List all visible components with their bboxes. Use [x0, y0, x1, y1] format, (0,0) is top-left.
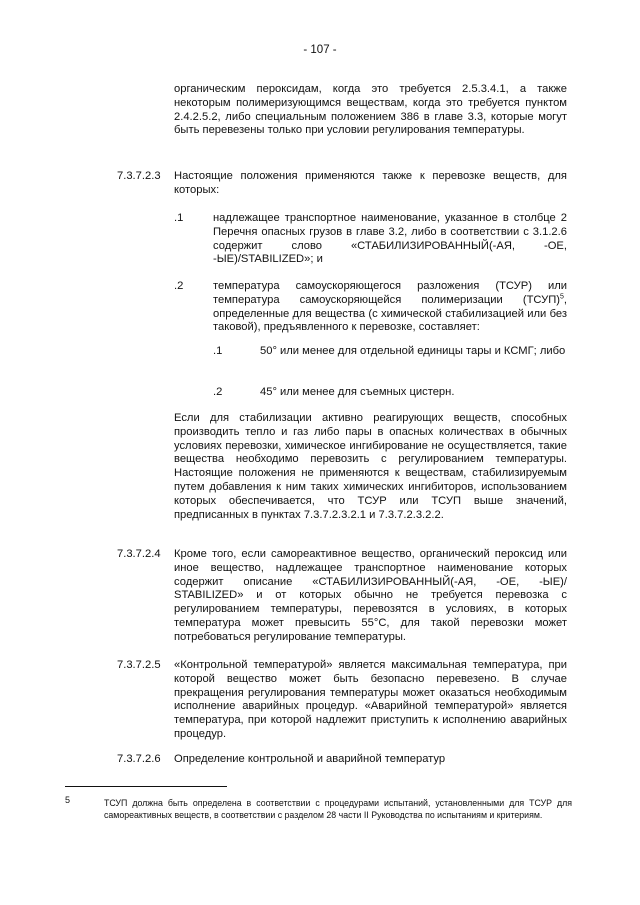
subitem-1-text: 50° или менее для отдельной единицы тары и КСМГ; либо	[260, 345, 566, 357]
item-2-text-a: температура самоускоряющегося разложения (ТСУР) или температура самоускоряющейся полимеризации (ТСУП)	[213, 280, 567, 306]
section-number-7-3-7-2-4: 7.3.7.2.4	[117, 548, 161, 560]
section-7-3-7-2-5-text: «Контрольной температурой» является максимальная температура, при которой вещество может быть безопасно перевезено. В случае прекращения регулирования температуры может оказаться необходимым исполнение аварийных процедур. «Аварийной температурой» является температура, при которой надлежит приступить к исполнению аварийных процедур.	[174, 659, 567, 740]
section-number-7-3-7-2-5: 7.3.7.2.5	[117, 659, 161, 671]
section-7-3-7-2-3-text: Настоящие положения применяются также к перевозке веществ, для которых:	[174, 170, 567, 196]
section-7-3-7-2-6-text: Определение контрольной и аварийной температур	[174, 753, 446, 765]
footnote-text: ТСУП должна быть определена в соответствии с процедурами испытаний, установленными для ТСУР для самореактивных веществ, в соответствии с разделом 28 части II Руководства по испытаниям и критериям.	[104, 798, 572, 820]
subitem-2-text: 45° или менее для съемных цистерн.	[260, 386, 455, 398]
page-number: - 107 -	[303, 44, 337, 56]
section-7-3-7-2-4-text: Кроме того, если самореактивное вещество, органический пероксид или иное вещество, надлежащее транспортное наименование которых содержит описание «СТАБИЛИЗИРОВАННЫЙ(-АЯ, -ОЕ, -ЫЕ)/ STABILIZED» и от которых обычно не требуется перевозка с регулированием температуры, перевозятся в условиях, в которых температура может превысить 55°C, для такой перевозки может потребоваться регулирование температуры.	[174, 548, 567, 643]
continuation-paragraph: органическим пероксидам, когда это требуется 2.5.3.4.1, а также некоторым полимеризующимся веществам, когда это требуется пунктом 2.4.2.5.2, либо специальным положением 386 в главе 3.3, которые могут быть перевезены только при условии регулирования температуры.	[174, 83, 567, 137]
footnote-number: 5	[65, 795, 71, 805]
section-number-7-3-7-2-6: 7.3.7.2.6	[117, 753, 161, 765]
subitem-2-number: .2	[213, 386, 223, 398]
item-2-text	[213, 280, 567, 335]
subitem-1-number: .1	[213, 345, 223, 357]
item-1-text: надлежащее транспортное наименование, указанное в столбце 2 Перечня опасных грузов в главе 3.2, либо в соответствии с 3.1.2.6 содержит слово «СТАБИЛИЗИРОВАННЫЙ(-АЯ, -ОЕ, -ЫЕ)/STABILIZED»; и	[213, 212, 567, 266]
item-2-text-b: , определенные для вещества (с химической стабилизацией или без таковой), предъявленного к перевозке, составляет:	[213, 293, 567, 334]
footnote-separator	[65, 786, 227, 787]
section-number-7-3-7-2-3: 7.3.7.2.3	[117, 170, 161, 182]
item-2-number: .2	[174, 280, 184, 292]
item-1-number: .1	[174, 212, 184, 224]
section-7-3-7-2-3-closing: Если для стабилизации активно реагирующих веществ, способных производить тепло и газ либо пары в опасных количествах в обычных условиях перевозки, химическое ингибирование не осуществляется, такие вещества необходимо перевозить с регулированием температуры. Настоящие положения не применяются к веществам, стабилизируемым путем добавления к ним таких химических ингибиторов, использованием которых обеспечивается, что ТСУР или ТСУП выше значений, предписанных в пунктах 7.3.7.2.3.2.1 и 7.3.7.2.3.2.2.	[174, 412, 567, 521]
footnote-ref-5: 5	[559, 293, 564, 301]
